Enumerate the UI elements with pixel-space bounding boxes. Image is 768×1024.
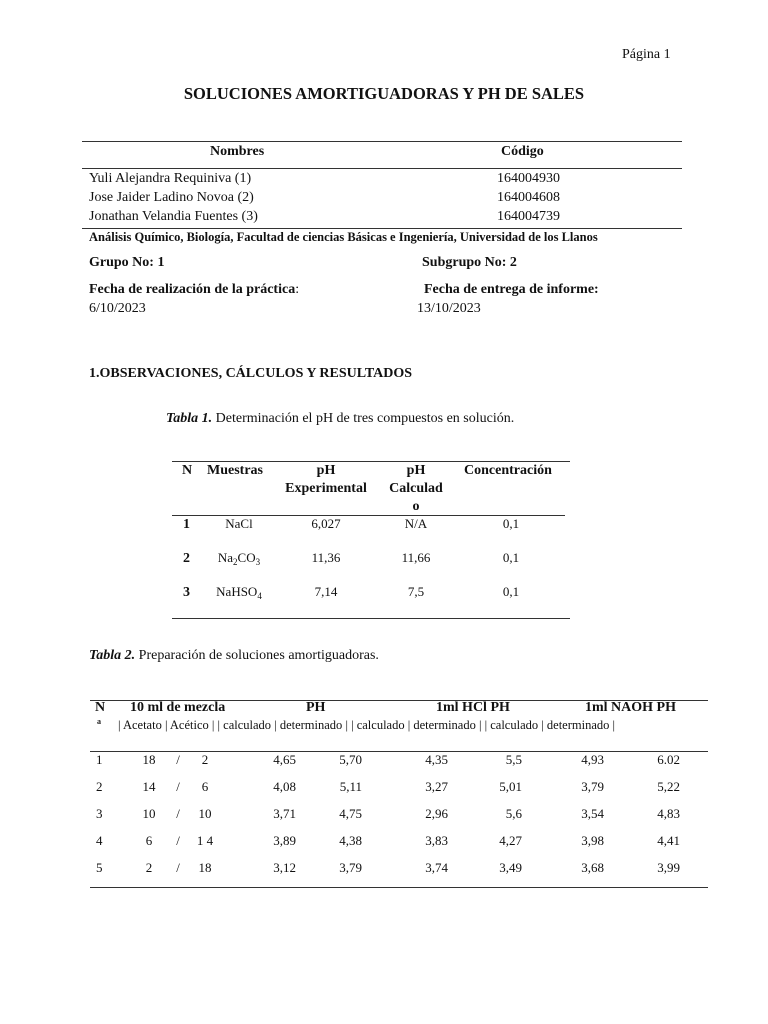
separator: |: [271, 718, 280, 732]
t2-header-mix: 10 ml de mezcla: [130, 700, 226, 715]
t1-row-conc: 0,1: [502, 516, 520, 531]
t2-row-naoh-det: 4,41: [657, 833, 680, 848]
t1-header-n: N: [182, 463, 193, 478]
t1-sample-subscript: 3: [255, 557, 261, 567]
t1-sample-part: NaHSO: [216, 584, 258, 599]
t2-sub-det-naoh: determinado: [546, 718, 610, 732]
t2-subheader-row: [118, 718, 615, 733]
t2-row-ph-det: 4,38: [339, 833, 362, 848]
table2-caption-text: Preparación de soluciones amortiguadoras.: [135, 648, 379, 663]
divider: [172, 618, 570, 619]
t2-row-naoh-calc: 3,68: [581, 860, 604, 875]
t1-row-n: 1: [183, 517, 190, 532]
t1-sample-subscript: 4: [257, 591, 262, 601]
t2-sub-det-ph: determinado: [279, 718, 343, 732]
t1-row-n: 3: [183, 585, 190, 600]
practice-date: 6/10/2023: [89, 301, 146, 316]
t2-row-slash: /: [176, 833, 180, 848]
separator: |: [538, 718, 547, 732]
table1-caption-label: Tabla 1.: [166, 411, 213, 426]
t1-row-exp: 11,36: [311, 550, 341, 565]
practice-date-label-text: Fecha de realización de la práctica: [89, 282, 296, 297]
separator: |: [404, 718, 414, 732]
t1-row-sample: [200, 550, 278, 566]
t1-header-ph-exp-2: Experimental: [285, 481, 367, 496]
t2-row-hcl-det: 4,27: [499, 833, 522, 848]
t1-sample-part: Na: [217, 550, 234, 565]
t1-sample-part: CO: [237, 550, 256, 565]
t2-row-acetato: 6: [145, 833, 153, 848]
t2-row-naoh-calc: 3,79: [581, 779, 604, 794]
divider: [90, 887, 708, 888]
t2-row-acetato: 10: [142, 806, 156, 821]
t2-row-ph-calc: 3,71: [273, 806, 296, 821]
t1-row-calc: N/A: [404, 516, 428, 531]
author-name: Yuli Alejandra Requiniva (1): [89, 171, 252, 186]
header-names: Nombres: [210, 144, 265, 159]
t2-row-hcl-det: 5,01: [499, 779, 522, 794]
t2-row-slash: /: [176, 806, 180, 821]
practice-date-label: [89, 282, 299, 298]
separator: |: [161, 718, 170, 732]
divider: [82, 228, 682, 229]
table2-caption: [89, 648, 379, 664]
t2-row-naoh-calc: 3,98: [581, 833, 604, 848]
t2-row-hcl-calc: 4,35: [425, 752, 448, 767]
separator: | |: [342, 718, 357, 732]
t2-sub-calc-naoh: calculado: [490, 718, 539, 732]
t2-row-n: 4: [96, 833, 103, 848]
t2-row-n: 3: [96, 806, 103, 821]
section-heading: 1.OBSERVACIONES, CÁLCULOS Y RESULTADOS: [89, 366, 413, 381]
t1-sample-subscript: 2: [233, 557, 238, 567]
t2-row-slash: /: [176, 752, 180, 767]
separator: | |: [475, 718, 491, 732]
t2-row-n: 1: [96, 752, 103, 767]
t2-row-acetico: 2: [201, 752, 209, 767]
t1-header-conc: Concentración: [464, 463, 552, 478]
t2-row-ph-det: 4,75: [339, 806, 362, 821]
t1-row-exp: 6,027: [311, 516, 341, 531]
practice-date-colon: :: [295, 282, 300, 297]
t1-row-conc: 0,1: [502, 584, 520, 599]
divider: [82, 141, 682, 142]
t1-row-calc: 11,66: [401, 550, 431, 565]
author-name: Jonathan Velandia Fuentes (3): [89, 209, 258, 224]
t2-row-acetato: 18: [142, 752, 156, 767]
t1-row-sample: NaCl: [225, 516, 253, 531]
t2-row-ph-calc: 3,12: [273, 860, 296, 875]
t2-row-n: 5: [96, 860, 103, 875]
t2-row-n: 2: [96, 779, 103, 794]
t1-header-ph-calc: pH: [406, 463, 426, 478]
t2-row-acetico: 1 4: [196, 833, 214, 848]
author-code: 164004739: [497, 209, 560, 224]
t1-row-conc: 0,1: [502, 550, 520, 565]
t2-row-acetato: 14: [142, 779, 156, 794]
t2-row-ph-calc: 4,08: [273, 779, 296, 794]
header-code: Código: [501, 144, 544, 159]
author-code: 164004930: [497, 171, 560, 186]
t2-row-slash: /: [176, 779, 180, 794]
t2-sub-calc-ph: calculado: [223, 718, 272, 732]
t2-row-hcl-det: 5,6: [505, 806, 522, 821]
t2-row-acetico: 6: [201, 779, 209, 794]
t2-row-acetico: 10: [198, 806, 212, 821]
subgroup-number: Subgrupo No: 2: [422, 255, 517, 270]
page-number: Página 1: [622, 47, 671, 62]
table1-caption: [166, 411, 514, 427]
report-date-label: Fecha de entrega de informe:: [424, 282, 599, 297]
t2-row-naoh-det: 5,22: [657, 779, 680, 794]
report-date: 13/10/2023: [417, 301, 481, 316]
t2-row-naoh-calc: 3,54: [581, 806, 604, 821]
t2-row-ph-det: 5,11: [339, 779, 362, 794]
author-code: 164004608: [497, 190, 560, 205]
t2-row-hcl-calc: 2,96: [425, 806, 448, 821]
t2-row-hcl-calc: 3,74: [425, 860, 448, 875]
separator: |: [118, 718, 123, 732]
t2-row-naoh-det: 6.02: [657, 752, 680, 767]
t2-row-naoh-calc: 4,93: [581, 752, 604, 767]
separator: | |: [208, 718, 224, 732]
t2-row-ph-calc: 4,65: [273, 752, 296, 767]
t2-row-hcl-calc: 3,27: [425, 779, 448, 794]
t2-row-hcl-det: 5,5: [505, 752, 522, 767]
group-number: Grupo No: 1: [89, 255, 165, 270]
t2-row-ph-calc: 3,89: [273, 833, 296, 848]
t1-header-samples: Muestras: [207, 463, 263, 478]
t2-sub-det-hcl: determinado: [413, 718, 476, 732]
t2-row-hcl-calc: 3,83: [425, 833, 448, 848]
t2-row-acetato: 2: [145, 860, 153, 875]
affiliation: Análisis Químico, Biología, Facultad de ciencias Básicas e Ingeniería, Universidad de los Llanos: [89, 230, 598, 244]
t1-row-n: 2: [183, 551, 190, 566]
t2-row-ph-det: 5,70: [339, 752, 362, 767]
t2-sub-acetico: Acético: [169, 718, 209, 732]
t2-sub-calc-hcl: calculado: [356, 718, 405, 732]
t2-header-n-sup: a: [97, 717, 101, 726]
t2-row-slash: /: [176, 860, 180, 875]
divider: [82, 168, 682, 169]
t1-header-ph-calc-2: Calculad: [389, 481, 443, 496]
t1-row-calc: 7,5: [407, 584, 425, 599]
t1-row-exp: 7,14: [314, 584, 338, 599]
document-title: SOLUCIONES AMORTIGUADORAS Y PH DE SALES: [183, 84, 585, 103]
t2-header-ph: PH: [306, 700, 326, 715]
t1-header-ph-calc-3: o: [412, 499, 420, 514]
t2-row-naoh-det: 3,99: [657, 860, 680, 875]
divider: [172, 461, 570, 462]
table1-caption-text: Determinación el pH de tres compuestos en solución.: [212, 411, 515, 426]
t2-header-n: N: [95, 700, 106, 715]
author-name: Jose Jaider Ladino Novoa (2): [89, 190, 254, 205]
t2-header-naoh: 1ml NAOH PH: [585, 700, 676, 715]
t2-row-hcl-det: 3,49: [499, 860, 522, 875]
t1-header-ph-exp: pH: [316, 463, 336, 478]
t2-sub-acetato: Acetato: [122, 718, 162, 732]
t2-row-acetico: 18: [198, 860, 212, 875]
t2-header-hcl: 1ml HCl PH: [436, 700, 510, 715]
separator: |: [609, 718, 616, 732]
t1-row-sample: [200, 584, 278, 600]
table2-caption-label: Tabla 2.: [89, 648, 136, 663]
t2-row-naoh-det: 4,83: [657, 806, 680, 821]
t2-row-ph-det: 3,79: [339, 860, 362, 875]
